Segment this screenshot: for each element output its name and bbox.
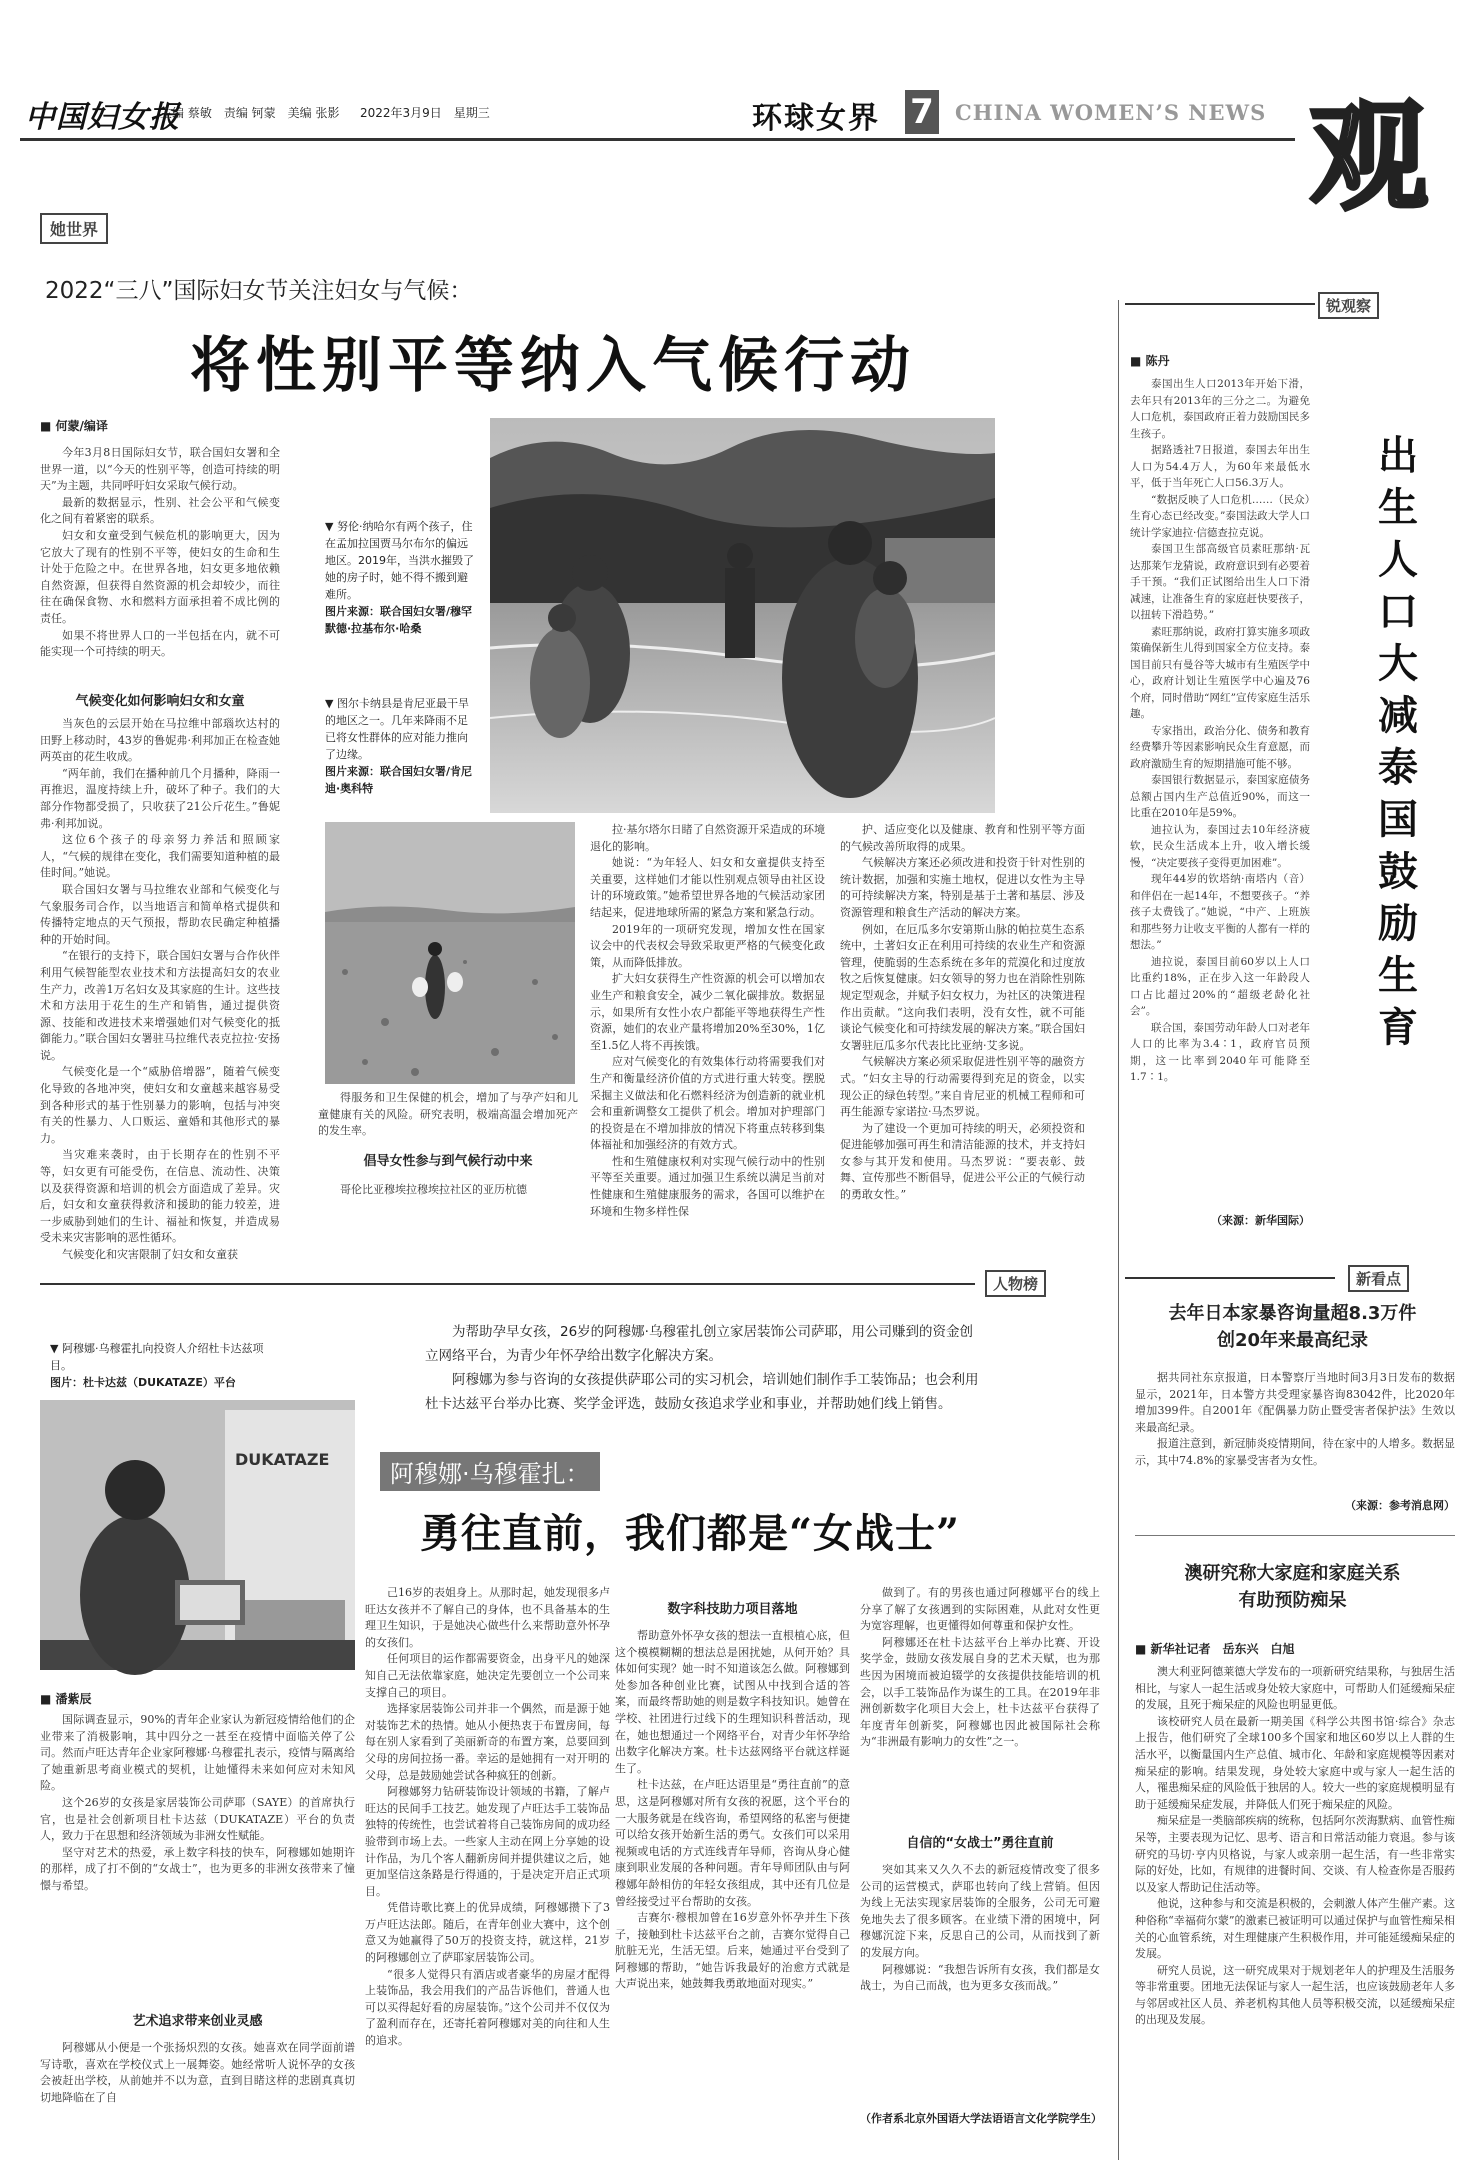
paragraph: 妇女和女童受到气候危机的影响更大，因为它放大了现有的性别不平等，使妇女的生命和生计处于危险之中。在世界各地，妇女更多地依赖自然资源，但获得自然资源的机会却较少，而往往在确保食物、水和燃料方面承担着不成比例的责任。 bbox=[40, 528, 280, 625]
paragraph: 报道注意到，新冠肺炎疫情期间，待在家中的人增多。数据显示，其中74.8%的家暴受害者为女性。 bbox=[1135, 1437, 1455, 1467]
news-divider bbox=[1135, 1535, 1455, 1536]
paragraph: 最新的数据显示，性别、社会公平和气候变化之间有着紧密的联系。 bbox=[40, 495, 280, 526]
people-headline: 勇往直前，我们都是“女战士” bbox=[420, 1510, 961, 1557]
section-tag-text: 她世界 bbox=[50, 220, 99, 239]
people-photo bbox=[40, 1400, 355, 1670]
people-source: （作者系北京外国语大学法语语言文化学院学生） bbox=[860, 2112, 1102, 2125]
paragraph: 该校研究人员在最新一期美国《科学公共图书馆·综合》杂志上报告，他们研究了全球100多个国家和地区60岁以上人群的生活水平，以衡量国内生产总值、城市化、年龄和家庭规模等因素对痴呆症的影响。结果发现，身处较大家庭中或与家人一起生活的人，罹患痴呆症的风险低于独居的人。较大一些的家庭规模明显有助于延缓痴呆症发展，并降低人们死于痴呆症的风险。 bbox=[1135, 1714, 1455, 1811]
news-tag-rule bbox=[1125, 1277, 1335, 1279]
news1-body bbox=[1135, 1370, 1455, 1495]
photo2-credit: 图片来源：联合国妇女署/肯尼迪·奥科特 bbox=[325, 765, 473, 795]
main-headline: 将性别平等纳入气候行动 bbox=[190, 331, 916, 401]
paragraph: 当灰色的云层开始在马拉维中部瑙坎达村的田野上移动时，43岁的鲁妮弗·利邦加正在检查她两英亩的花生收成。 bbox=[40, 717, 280, 764]
paragraph: 专家指出，政治分化、债务和教育经费攀升等因素影响民众生育意愿，而政府激励生育的短期措施可能不够。 bbox=[1130, 724, 1310, 770]
paragraph: 泰国卫生部高级官员素旺那纳·瓦达那莱乍龙猜说，政府意识到有必要着手干预。“我们正试图给出生人口下滑减速，让准备生育的家庭赶快要孩子，以扭转下滑趋势。” bbox=[1130, 543, 1310, 621]
side-headline: 出生人口大减 泰国鼓励生育 bbox=[1378, 432, 1458, 1051]
people-tag-text: 人物榜 bbox=[993, 1275, 1039, 1293]
paragraph: 今年3月8日国际妇女节，联合国妇女署和全世界一道，以“今天的性别平等，创造可持续的明天”为主题，共同呼吁妇女采取气候行动。 bbox=[40, 446, 280, 493]
paragraph: 2019年的一项研究发现，增加女性在国家议会中的代表权会导致采取更严格的气候变化政策，从而降低排放。 bbox=[590, 922, 825, 969]
main-kicker: 2022“三八”国际妇女节关注妇女与气候： bbox=[45, 278, 473, 304]
people-column-4 bbox=[860, 1585, 1100, 1805]
paragraph: 拉·基尔塔尔日睹了自然资源开采造成的环境退化的影响。 bbox=[590, 823, 825, 853]
masthead-rule bbox=[20, 138, 1295, 141]
photo1-caption bbox=[325, 518, 475, 637]
section-tag-ta-shijie bbox=[40, 213, 108, 244]
paragraph: 当灾难来袭时，由于长期存在的性别不平等，妇女更有可能受伤，在信息、流动性、决策以及获得资源和培训的机会方面造成了差异。灾后，妇女和女童获得救济和援助的能力较差，进一步威胁到她们的生计、福祉和恢复，并造成易受未来灾害影响的恶性循环。 bbox=[40, 1148, 280, 1245]
paragraph: 现年44岁的钦塔纳·南塔内（音）和伴侣在一起14年，不想要孩子。“养孩子太费钱了。”她说，“中产、上班族和那些努力让收支平衡的人都有一样的想法。” bbox=[1130, 873, 1310, 951]
paragraph: “在银行的支持下，联合国妇女署与合作伙伴利用气候智能型农业技术和方法提高妇女的农业生产力，改善1万名妇女及其家庭的生计。这些技术和方法用于花生的生产和销售，通过提供资源、技能和改进技术来增强她们对气候变化的抵御能力。”联合国妇女署驻马拉维代表克拉拉·安扬说。 bbox=[40, 949, 280, 1062]
paragraph: 做到了。有的男孩也通过阿穆娜平台的线上分享了解了女孩遇到的实际困难，从此对女性更为宽容理解，也更懂得如何尊重和保护女性。 bbox=[860, 1586, 1100, 1633]
paragraph: 澳大利亚阿德莱德大学发布的一项新研究结果称，与独居生活相比，与家人一起生活或身处较大家庭中，可帮助人们延缓痴呆症的发展，且死于痴呆症的风险也明显更低。 bbox=[1135, 1665, 1455, 1712]
news1-source: （来源：参考消息网） bbox=[1345, 1499, 1455, 1512]
news1-headline-line1: 去年日本家暴咨询量超8.3万件 bbox=[1168, 1303, 1417, 1324]
paragraph: 帮助意外怀孕女孩的想法一直根植心底，但这个模模糊糊的想法总是困扰她，从何开始？具体如何实现？她一时不知道该怎么做。阿穆娜到处参加各种创业比赛，试图从中找到合适的答案，而最终帮助她的则是数字科技知识。她曾在学校、社团进行过线下的生理知识科普活动，现在，她也想通过一个网络平台，对青少年怀孕给出数字化解决方案。杜卡达兹网络平台就这样诞生了。 bbox=[615, 1629, 850, 1775]
subhead-climate-impact: 气候变化如何影响妇女和女童 bbox=[75, 694, 245, 709]
paragraph: 研究人员说，这一研究成果对于规划老年人的护理及生活服务等非常重要。团地无法保证与家人一起生活，也应该鼓励老年人多与邻居或社区人员、养老机构其他人员等积极交流，以延缓痴呆症的出现及发展。 bbox=[1135, 1963, 1455, 2027]
paragraph: 例如，在厄瓜多尔安第斯山脉的帕拉莫生态系统中，土著妇女正在利用可持续的农业生产和资源管理，使脆弱的生态系统在多年的荒漠化和过度放牧之后恢复健康。妇女领导的努力也在消除性别陈规定型观念，并赋予妇女权力，为社区的决策进程作出贡献。“这向我们表明，没有女性，就不可能谈论气候变化和可持续发展的解决方案。”联合国妇女署驻厄瓜多尔代表比比亚纳·艾多说。 bbox=[840, 922, 1085, 1052]
column-char-box bbox=[1300, 82, 1450, 242]
people-photo-caption bbox=[50, 1340, 280, 1391]
side-tag-rule bbox=[1125, 303, 1315, 305]
people-column-3 bbox=[615, 1628, 850, 2155]
page-number bbox=[905, 90, 939, 134]
paragraph: 突如其来又久久不去的新冠疫情改变了很多公司的运营模式，萨耶也转向了线上营销。但因为线上无法实现家居装饰的全服务，公司无可避免地失去了很多顾客。在业绩下滑的困境中，阿穆娜沉淀下来，反思自己的公司，从而找到了新的发展方向。 bbox=[860, 1863, 1100, 1959]
paragraph: 泰国出生人口2013年开始下滑，去年只有2013年的三分之二。为避免人口危机，泰国政府正着力鼓励国民多生孩子。 bbox=[1130, 378, 1310, 440]
paragraph: 这个26岁的女孩是家居装饰公司萨耶（SAYE）的首席执行官，也是社会创新项目杜卡达兹（DUKATAZE）平台的负责人，致力于在思想和经济领域为非洲女性赋能。 bbox=[40, 1795, 355, 1843]
news2-body bbox=[1135, 1664, 1455, 2154]
side-body bbox=[1130, 376, 1310, 1226]
paragraph: 阿穆娜从小便是一个张扬炽烈的女孩。她喜欢在同学面前谱写诗歌，喜欢在学校仪式上一展舞姿。她经常听人说怀孕的女孩会被赶出学校，从前她并不以为意，直到目睹这样的悲剧真真切切地降临在了自 bbox=[40, 2041, 355, 2104]
paragraph: 哥伦比亚穆埃拉穆埃拉社区的亚历杭德 bbox=[340, 1183, 527, 1196]
paragraph: 他说，这种参与和交流是积极的，会刺激人体产生催产素。这种俗称“幸福荷尔蒙”的激素已被证明可以通过保护与血管性痴呆相关的心血管系统，对生理健康产生积极作用，并可能延缓痴呆症的发展。 bbox=[1135, 1897, 1455, 1961]
paragraph: 泰国银行数据显示，泰国家庭债务总额占国内生产总值近90%，而这一比重在2010年是59%。 bbox=[1130, 774, 1310, 819]
paragraph: 气候变化是一个“威胁倍增器”，随着气候变化导致的各地冲突，使妇女和女童越来越容易受到各种形式的基于性别暴力的影响，包括与冲突有关的性暴力、人口贩运、童婚和其他形式的暴力。 bbox=[40, 1065, 280, 1145]
people-kicker: 阿穆娜·乌穆霍扎： bbox=[390, 1460, 590, 1488]
people-byline: ■ 潘紫辰 bbox=[40, 1692, 92, 1706]
subhead-digital-tech: 数字科技助力项目落地 bbox=[667, 1602, 798, 1617]
paragraph: 阿穆娜努力钻研装饰设计领域的书籍，了解卢旺达的民间手工技艺。她发现了卢旺达手工装饰品独特的传统性，也尝试着将自己装饰房间的成功经验带到市场上去。一些家人主动在网上分享她的设计作品，为几个客人翻新房间并提供建议之后，她更加坚信这条路是行得通的，于是决定开启正式项目。 bbox=[365, 1785, 610, 1898]
paragraph: 应对气候变化的有效集体行动将需要我们对生产和衡量经济价值的方式进行重大转变。摆脱采掘主义做法和化石燃料经济为创造新的就业机会和重新调整女工提供了机会。增加对护理部门的投资是在不增加排放的情况下将重点转移到集体福祉和加强经济的有效方式。 bbox=[590, 1055, 825, 1152]
people-column-1b bbox=[40, 2040, 355, 2155]
paragraph: 得服务和卫生保健的机会，增加了与孕产妇和儿童健康有关的风险。研究表明，极端高温会增加死产的发生率。 bbox=[318, 1091, 578, 1138]
side-column-divider bbox=[1118, 300, 1119, 2160]
english-name: CHINA WOMEN’S NEWS bbox=[955, 100, 1267, 125]
paragraph: 己16岁的表姐身上。从那时起，她发现很多卢旺达女孩并不了解自己的身体，也不具备基本的生理卫生知识，于是她决心做些什么来帮助意外怀孕的女孩们。 bbox=[365, 1586, 610, 1649]
paragraph: 迪拉认为，泰国过去10年经济疲软，民众生活成本上升，收入增长缓慢，“决定要孩子变得更加困难”。 bbox=[1130, 823, 1310, 869]
paragraph: 选择家居装饰公司并非一个偶然，而是源于她对装饰艺术的热情。她从小便热衷于布置房间，每每在别人家看到了美丽新奇的布置方案，总要回到父母的房间拉扬一番。幸运的是她拥有一对开明的父母，总是鼓励她尝试各种疯狂的创新。 bbox=[365, 1702, 610, 1782]
photo2-caption bbox=[325, 695, 475, 797]
main-column-2b bbox=[318, 1182, 578, 1242]
paragraph: 据共同社东京报道，日本警察厅当地时间3月3日发布的数据显示，2021年，日本警方共受理家暴咨询83042件，比2020年增加399件。自2001年《配偶暴力防止暨受害者保护法》生效以来最高纪录。 bbox=[1135, 1371, 1455, 1434]
section-name: 环球女界 bbox=[752, 101, 880, 136]
paragraph: 据路透社7日报道，泰国去年出生人口为54.4万人，为60年来最低水平，低于当年死亡人口56.3万人。 bbox=[1130, 444, 1310, 489]
news2-byline: ■ 新华社记者 岳东兴 白旭 bbox=[1135, 1642, 1295, 1656]
news2-headline-line2: 有助预防痴呆 bbox=[1238, 1590, 1347, 1611]
editors-line: 主编 蔡敏 责编 钶蒙 美编 张影 bbox=[160, 106, 340, 120]
paragraph: 她说：“为年轻人、妇女和女童提供支持至关重要，这样她们才能以性别观点领导由社区设计的环境政策。”她希望世界各地的气候活动家团结起来，促进地球所需的紧急方案和紧急行动。 bbox=[590, 856, 825, 919]
people-photo-credit: 图片：杜卡达兹（DUKATAZE）平台 bbox=[50, 1376, 236, 1389]
news-tag-xin-kandian bbox=[1348, 1265, 1409, 1292]
people-photo-caption-text: ▼ 阿穆娜·乌穆霍扎向投资人介绍杜卡达兹项目。 bbox=[50, 1342, 264, 1372]
subhead-art-pursuit: 艺术追求带来创业灵感 bbox=[132, 2014, 263, 2029]
paragraph: 迪拉说，泰国目前60岁以上人口比重约18%，正在步入这一年龄段人口占比超过20%的“超级老龄化社会”。 bbox=[1130, 955, 1310, 1017]
page-number-text: 7 bbox=[910, 92, 934, 132]
flood-photo-illustration bbox=[490, 418, 995, 813]
paragraph: 如果不将世界人口的一半包括在内，就不可能实现一个可持续的明天。 bbox=[40, 628, 280, 659]
paragraph: 吉赛尔·穆根加曾在16岁意外怀孕并生下孩子，接触到杜卡达兹平台之前，吉赛尔觉得自己肮脏无光，生活无望。后来，她通过平台受到了阿穆娜的帮助，“她告诉我最好的治愈方式就是大声说出来，她鼓舞我勇敢地面对现实。” bbox=[615, 1911, 850, 1991]
paragraph: 联合国妇女署与马拉维农业部和气候变化与气象服务司合作，以当地语言和简单格式提供和传播特定地点的天气预报，帮助农民确定种植播种的开始时间。 bbox=[40, 882, 280, 946]
paragraph: 这位6个孩子的母亲努力养活和照顾家人，“气候的规律在变化，我们需要知道种植的最佳时间。”她说。 bbox=[40, 833, 280, 880]
main-column-1 bbox=[40, 445, 280, 659]
main-column-1b bbox=[40, 716, 280, 1261]
side-byline: ■ 陈丹 bbox=[1130, 354, 1170, 368]
news-tag-text: 新看点 bbox=[1356, 1270, 1402, 1288]
paragraph: 阿穆娜还在杜卡达兹平台上举办比赛、开设奖学金，鼓励女孩发展自身的艺术天赋，也为那些因为困境而被迫辍学的女孩提供技能培训的机会，以手工装饰品作为谋生的工具。在2019年非洲创新数字化项目大会上，杜卡达兹平台获得了年度青年创新奖，阿穆娜也因此被国际社会称为“非洲最有影响力的女性”之一。 bbox=[860, 1635, 1100, 1749]
paragraph: 扩大妇女获得生产性资源的机会可以增加农业生产和粮食安全，减少二氧化碳排放。数据显示，如果所有女性小农户都能平等地获得生产性资源，她们的农业产量将增加20%至30%，1亿至1.5亿人将不再挨饿。 bbox=[590, 972, 825, 1052]
main-column-2 bbox=[318, 1090, 578, 1150]
paragraph: 性和生殖健康权利对实现气候行动中的性别平等至关重要。通过加强卫生系统以满足当前对性健康和生殖健康服务的需求，各国可以维护在环境和生物多样性保 bbox=[590, 1154, 825, 1218]
people-kicker-box bbox=[380, 1452, 600, 1491]
column-char: 观 bbox=[1310, 88, 1429, 226]
people-column-1 bbox=[40, 1712, 355, 2002]
people-photo-illustration bbox=[40, 1400, 355, 1670]
svg-text:DUKATAZE: DUKATAZE bbox=[235, 1450, 330, 1469]
dek-paragraph: 为帮助孕早女孩，26岁的阿穆娜·乌穆霍扎创立家居装饰公司萨耶，用公司赚到的资金创立网络平台，为青少年怀孕给出数字化解决方案。 bbox=[425, 1324, 973, 1364]
main-byline: ■ 何蒙/编译 bbox=[40, 419, 108, 433]
people-column-4b bbox=[860, 1862, 1100, 2097]
people-column-2 bbox=[365, 1585, 610, 2155]
paragraph: 护、适应变化以及健康、教育和性别平等方面的气候改善所取得的成果。 bbox=[840, 823, 1085, 853]
subhead-confident-warrior: 自信的“女战士”勇往直前 bbox=[906, 1836, 1054, 1851]
news2-headline-line1: 澳研究称大家庭和家庭关系 bbox=[1184, 1563, 1401, 1584]
photo1-caption-text: ▼ 努伦·纳哈尔有两个孩子，住在孟加拉国贾马尔布尔的偏远地区。2019年，当洪水摧毁了她的房子时，她不得不搬到避难所。 bbox=[325, 520, 474, 601]
drought-photo-illustration bbox=[325, 822, 575, 1084]
paragraph: “数据反映了人口危机……（民众）生育心态已经改变。”泰国法政大学人口统计学家迪拉·信德查拉克说。 bbox=[1130, 493, 1310, 539]
paragraph: “两年前，我们在播种前几个月播种，降雨一再推迟，温度持续上升，破坏了种子。我们的大部分作物都受损了，只收获了21公斤花生。”鲁妮弗·利邦加说。 bbox=[40, 766, 280, 830]
masthead bbox=[0, 0, 1472, 226]
paragraph: 坚守对艺术的热爱，承上数字科技的快车，阿穆娜如她期许的那样，成了打不倒的“女战士”，也为更多的非洲女孩带来了憧憬与希望。 bbox=[40, 1845, 355, 1892]
drought-photo bbox=[325, 822, 575, 1084]
paragraph: 为了建设一个更加可持续的明天，必须投资和促进能够加强可再生和清洁能源的技术，并支持妇女参与其开发和使用。马杰罗说：“要表彰、鼓舞、宣传那些不断倡导，促进公平公正的气候行动的勇敢女性。” bbox=[840, 1121, 1085, 1202]
side-source: （来源：新华国际） bbox=[1211, 1214, 1310, 1227]
paragraph: 气候解决方案必须采取促进性别平等的融资方式。“妇女主导的行动需要得到充足的资金，以实现公正的绿色转型。”来自肯尼亚的机械工程师和可再生能源专家诺拉·马杰罗说。 bbox=[840, 1055, 1085, 1119]
paragraph: “很多人觉得只有酒店或者豪华的房屋才配得上装饰品，我会用我们的产品告诉他们，普通人也可以买得起好看的房屋装饰。”这个公司并不仅仅为了盈利而存在，还寄托着阿穆娜对美的向往和人生的追求。 bbox=[365, 1967, 610, 2048]
paragraph: 痴呆症是一类脑部疾病的统称，包括阿尔茨海默病、血管性痴呆等，主要表现为记忆、思考、语言和日常活动能力衰退。参与该研究的马切·亨内贝格说，与家人或亲朋一起生活，有一些非常实际的好处，比如，有规律的进餐时间、交谈、有人检查你是否服药以及家人帮助记住活动等。 bbox=[1135, 1814, 1455, 1894]
main-column-3 bbox=[590, 822, 825, 1247]
paragraph: 素旺那纳说，政府打算实施多项政策确保新生儿得到国家全方位支持。泰国目前只有曼谷等大城市有生殖医学中心，政府计划让生殖医学中心遍及76个府，同时借助“网红”宣传家庭生活乐趣。 bbox=[1130, 625, 1310, 720]
photo2-caption-text: ▼ 图尔卡纳县是肯尼亚最干旱的地区之一。几年来降雨不足已将女性群体的应对能力推向了边缘。 bbox=[325, 697, 469, 761]
paragraph: 阿穆娜说：“我想告诉所有女孩，我们都是女战士，为自己而战，也为更多女孩而战。” bbox=[860, 1962, 1100, 1993]
photo1-credit: 图片来源：联合国妇女署/穆罕默德·拉基布尔·哈桑 bbox=[325, 605, 473, 635]
main-column-4 bbox=[840, 822, 1085, 1247]
subhead-women-participation: 倡导女性参与到气候行动中来 bbox=[363, 1154, 533, 1169]
news2-headline bbox=[1130, 1560, 1455, 1614]
people-tag-renwubang bbox=[985, 1270, 1046, 1297]
paragraph: 气候变化和灾害限制了妇女和女童获 bbox=[62, 1248, 238, 1261]
people-dek bbox=[425, 1320, 985, 1416]
paragraph: 杜卡达兹，在卢旺达语里是“勇往直前”的意思，这是阿穆娜对所有女孩的祝愿，这个平台的一大服务就是在线咨询，希望网络的私密与便捷可以给女孩开始新生活的勇气。女孩们可以采用视频或电话的方式连线青年导师，咨询从身心健康到职业发展的各种问题。青年导师团队由与阿穆娜年龄相仿的年轻女孩组成，其中还有几位是曾经接受过平台帮助的女孩。 bbox=[615, 1778, 850, 1908]
paragraph: 联合国，泰国劳动年龄人口对老年人口的比率为3.4∶1，政府官员预期，这一比率到2040年可能降至1.7∶1。 bbox=[1130, 1021, 1310, 1083]
news1-headline-line2: 创20年来最高纪录 bbox=[1216, 1330, 1369, 1351]
flood-photo bbox=[490, 418, 995, 813]
news1-headline bbox=[1130, 1300, 1455, 1354]
newspaper-logo: 中国妇女报 bbox=[25, 100, 180, 135]
paragraph: 国际调查显示，90%的青年企业家认为新冠疫情给他们的企业带来了消极影响，其中四分之一甚至在疫情中面临关停了公司。然而卢旺达青年企业家阿穆娜·乌穆霍扎表示，疫情与隔离给了她重新思考商业模式的契机，让她懂得未来如何应对未知风险。 bbox=[40, 1713, 355, 1793]
paragraph: 凭借诗歌比赛上的优异成绩，阿穆娜攒下了3万卢旺达法郎。随后，在青年创业大赛中，这个创意又为她赢得了50万的投资支持，就这样，21岁的阿穆娜创立了萨耶家居装饰公司。 bbox=[365, 1901, 610, 1965]
side-tag-rui-guancha bbox=[1318, 292, 1379, 319]
paragraph: 任何项目的运作都需要资金，出身平凡的她深知自己无法依靠家庭，她决定先要创立一个公司来支撑自己的项目。 bbox=[365, 1652, 610, 1699]
dek-paragraph: 阿穆娜为参与咨询的女孩提供萨耶公司的实习机会，培训她们制作手工装饰品；也会利用杜卡达兹平台举办比赛、奖学金评选，鼓励女孩追求学业和事业，并帮助她们线上销售。 bbox=[425, 1372, 979, 1412]
paragraph: 气候解决方案还必须改进和投资于针对性别的统计数据，加强和实施土地权，促进以女性为主导的可持续解决方案，特别是基于土著和基层、涉及资源管理和粮食生产活动的解决方案。 bbox=[840, 856, 1085, 919]
side-tag-text: 锐观察 bbox=[1326, 297, 1372, 315]
people-tag-rule bbox=[40, 1283, 975, 1285]
issue-date: 2022年3月9日 星期三 bbox=[360, 106, 490, 120]
